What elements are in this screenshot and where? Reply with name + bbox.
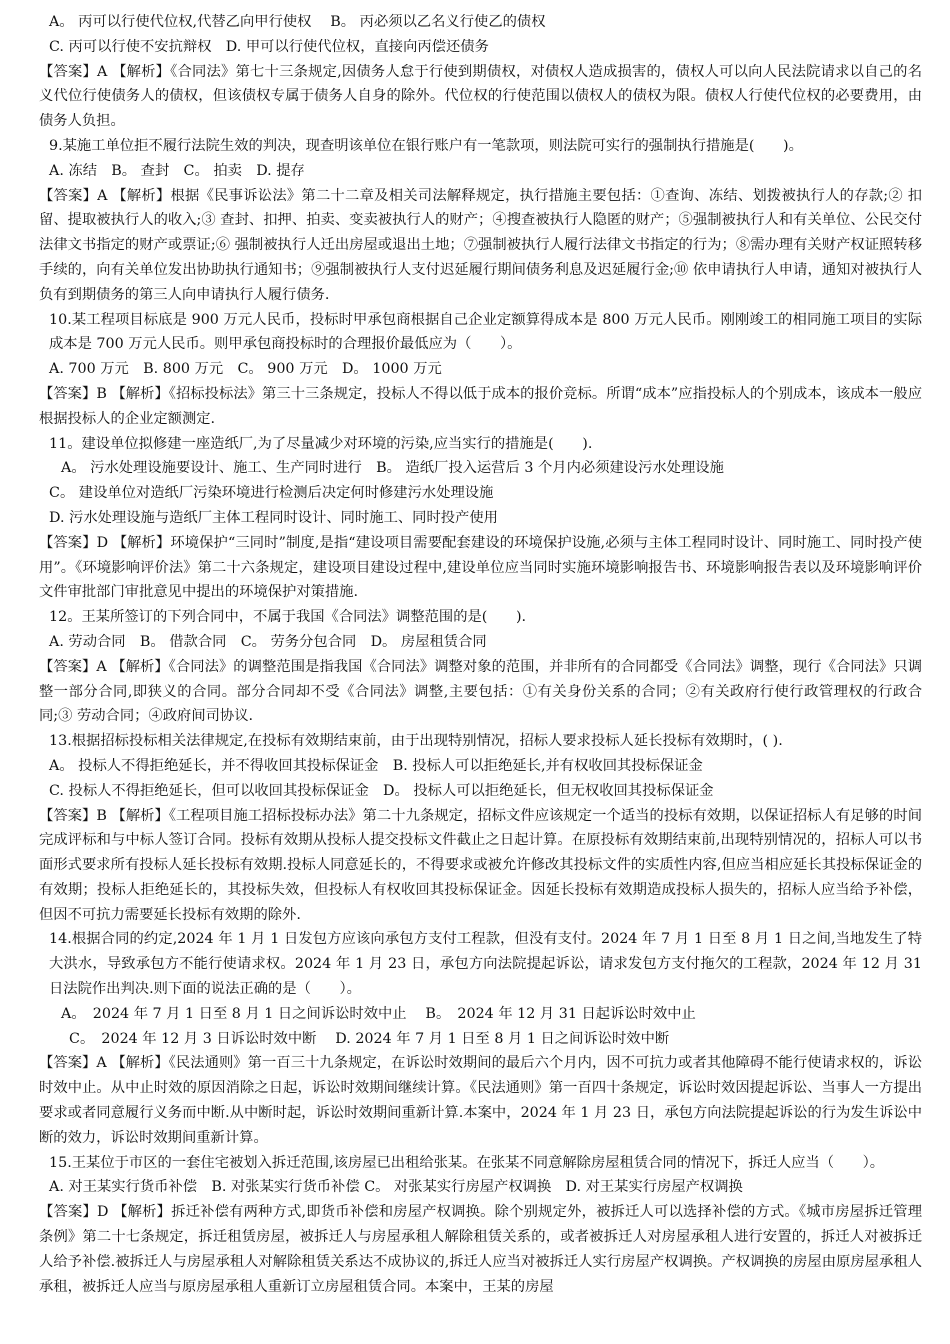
answer-analysis: 【答案】A 【解析】根据《民事诉讼法》第二十二章及相关司法解释规定，执行措施主要包括：①查询、冻结、划拨被执行人的存款;② 扣留、提取被执行人的收入;③ 查封、扣押、拍卖、变卖被执行人的财产；④搜查被执行人隐匿的财产；⑤强制被执行人和有关单位、公民交付法律文书指定的财产或票证;⑥ 强制被执行人迁出房屋或退出土地；⑦强制被执行人履行法律文书指定的行为；⑧需办理有关财产权证照转移手续的，向有关单位发出协助执行通知书；⑨强制被执行人支付迟延履行期间债务利息及迟延履行金;⑩ 依申请执行人申请，通知对被执行人负有到期债务的第三人向申请执行人履行债务. — [39, 187, 922, 303]
option-line: C。 2024 年 12 月 3 日诉讼时效中断 D. 2024 年 7 月 1 日至 8 月 1 日之间诉讼时效中断 — [69, 1030, 670, 1047]
option-line: A. 对王某实行货币补偿 B. 对张某实行货币补偿 C。 对张某实行房屋产权调换 D. 对王某实行房屋产权调换 — [49, 1179, 743, 1196]
question-15: 15.王某位于市区的一套住宅被划入拆迁范围,该房屋已出租给张某。在张某不同意解除房屋租赁合同的情况下，拆迁人应当（ ）。 — [49, 1154, 885, 1171]
question-14: 14.根据合同的约定,2024 年 1 月 1 日发包方应该向承包方支付工程款，但没有支付。2024 年 7 月 1 日至 8 月 1 日之间,当地发生了特大洪水，导致承包方不能行使请求权。2024 年 1 月 23 日，承包方向法院提起诉讼，请求发包方支付拖欠的工程款，2024 年 12 月 31 日法院作出判决.则下面的说法正确的是（ ）。 — [49, 931, 922, 998]
option-line: A。 丙可以行使代位权,代替乙向甲行使权 B。 丙必须以乙名义行使乙的债权 — [49, 14, 546, 30]
question-list — [33, 10, 922, 1299]
answer-analysis: 【答案】A 【解析】《民法通则》第一百三十九条规定，在诉讼时效期间的最后六个月内，因不可抗力或者其他障碍不能行使请求权的，诉讼时效中止。从中止时效的原因消除之日起，诉讼时效期间继续计算。《民法通则》第一百四十条规定，诉讼时效因提起诉讼、当事人一方提出要求或者同意履行义务而中断.从中断时起，诉讼时效期间重新计算.本案中，2024 年 1 月 23 日，承包方向法院提起诉讼的行为发生诉讼中断的效力，诉讼时效期间重新计算。 — [39, 1055, 922, 1146]
option-line: A。 污水处理设施要设计、施工、生产同时进行 B。 造纸厂投入运营后 3 个月内必须建设污水处理设施 — [61, 460, 724, 477]
option-line: D. 污水处理设施与造纸厂主体工程同时设计、同时施工、同时投产使用 — [49, 509, 498, 526]
option-line: A. 劳动合同 B。 借款合同 C。 劳务分包合同 D。 房屋租赁合同 — [49, 633, 487, 650]
option-line: C。 建设单位对造纸厂污染环境进行检测后决定何时修建污水处理设施 — [49, 485, 494, 502]
option-line: C. 投标人不得拒绝延长，但可以收回其投标保证金 D。 投标人可以拒绝延长，但无权收回其投标保证金 — [49, 782, 714, 799]
option-line: C. 丙可以行使不安抗辩权 D. 甲可以行使代位权，直接向丙偿还债务 — [49, 38, 489, 55]
option-line: A。 2024 年 7 月 1 日至 8 月 1 日之间诉讼时效中止 B。 2024 年 12 月 31 日起诉讼时效中止 — [61, 1005, 696, 1022]
answer-analysis: 【答案】A 【解析】《合同法》第七十三条规定,因债务人怠于行使到期债权，对债权人造成损害的，债权人可以向人民法院请求以自己的名义代位行使债务人的债权，但该债权专属于债务人自身的除外。代位权的行使范围以债权人的债权为限。债权人行使代位权的必要费用，由债务人负担。 — [39, 63, 922, 130]
question-11: 11。建设单位拟修建一座造纸厂,为了尽量减少对环境的污染,应当实行的措施是( ). — [49, 435, 593, 452]
question-13: 13.根据招标投标相关法律规定,在投标有效期结束前，由于出现特别情况，招标人要求投标人延长投标有效期时，( ). — [49, 733, 783, 750]
answer-analysis: 【答案】A 【解析】《合同法》的调整范围是指我国《合同法》调整对象的范围，并非所有的合同都受《合同法》调整，现行《合同法》只调整一部分合同,即狭义的合同。部分合同却不受《合同法》调整,主要包括：①有关身份关系的合同；②有关政府行使行政管理权的行政合同;③ 劳动合同；④政府间司协议. — [39, 658, 922, 725]
answer-analysis: 【答案】B 【解析】《招标投标法》第三十三条规定，投标人不得以低于成本的报价竞标。所谓“成本”应指投标人的个别成本，该成本一般应根据投标人的企业定额测定. — [39, 385, 922, 427]
question-12: 12。王某所签订的下列合同中，不属于我国《合同法》调整范围的是( ). — [49, 609, 527, 626]
option-line: A. 700 万元 B. 800 万元 C。 900 万元 D。 1000 万元 — [49, 361, 442, 378]
question-9: 9.某施工单位拒不履行法院生效的判决，现查明该单位在银行账户有一笔款项，则法院可实行的强制执行措施是( )。 — [49, 137, 803, 154]
question-10: 10.某工程项目标底是 900 万元人民币，投标时甲承包商根据自己企业定额算得成本是 800 万元人民币。刚刚竣工的相同施工项目的实际成本是 700 万元人民币。则甲承包商投标时的合理报价最低应为（ ）。 — [49, 311, 922, 353]
option-line: A。 投标人不得拒绝延长，并不得收回其投标保证金 B. 投标人可以拒绝延长,并有权收回其投标保证金 — [49, 757, 703, 774]
option-line: A. 冻结 B。 查封 C。 拍卖 D. 提存 — [49, 162, 305, 179]
answer-analysis: 【答案】D 【解析】拆迁补偿有两种方式,即货币补偿和房屋产权调换。除个别规定外，被拆迁人可以选择补偿的方式。《城市房屋拆迁管理条例》第二十七条规定，拆迁租赁房屋，被拆迁人与房屋承租人解除租赁关系的，或者被拆迁人对房屋承租人进行安置的，拆迁人对被拆迁人给予补偿.被拆迁人与房屋承租人对解除租赁关系达不成协议的,拆迁人应当对被拆迁人实行房屋产权调换。产权调换的房屋由原房屋承租人承租，被拆迁人应当与原房屋承租人重新订立房屋租赁合同。本案中，王某的房屋 — [39, 1204, 922, 1295]
answer-analysis: 【答案】D 【解析】环境保护“三同时”制度,是指“建设项目需要配套建设的环境保护设施,必须与主体工程同时设计、同时施工、同时投产使用”。《环境影响评价法》第二十六条规定，建设项目建设过程中,建设单位应当同时实施环境影响报告书、环境影响报告表以及环境影响评价文件审批部门审批意见中提出的环境保护对策措施. — [39, 534, 922, 601]
answer-analysis: 【答案】B 【解析】《工程项目施工招标投标办法》第二十九条规定，招标文件应该规定一个适当的投标有效期，以保证招标人有足够的时间完成评标和与中标人签订合同。投标有效期从投标人提交投标文件截止之日起计算。在原投标有效期结束前,出现特别情况的，招标人可以书面形式要求所有投标人延长投标有效期.投标人同意延长的，不得要求或被允许修改其投标文件的实质性内容,但应当相应延长其投标保证金的有效期；投标人拒绝延长的，其投标失效，但投标人有权收回其投标保证金。因延长投标有效期造成投标人损失的，招标人应当给予补偿，但因不可抗力需要延长投标有效期的除外. — [39, 807, 922, 923]
